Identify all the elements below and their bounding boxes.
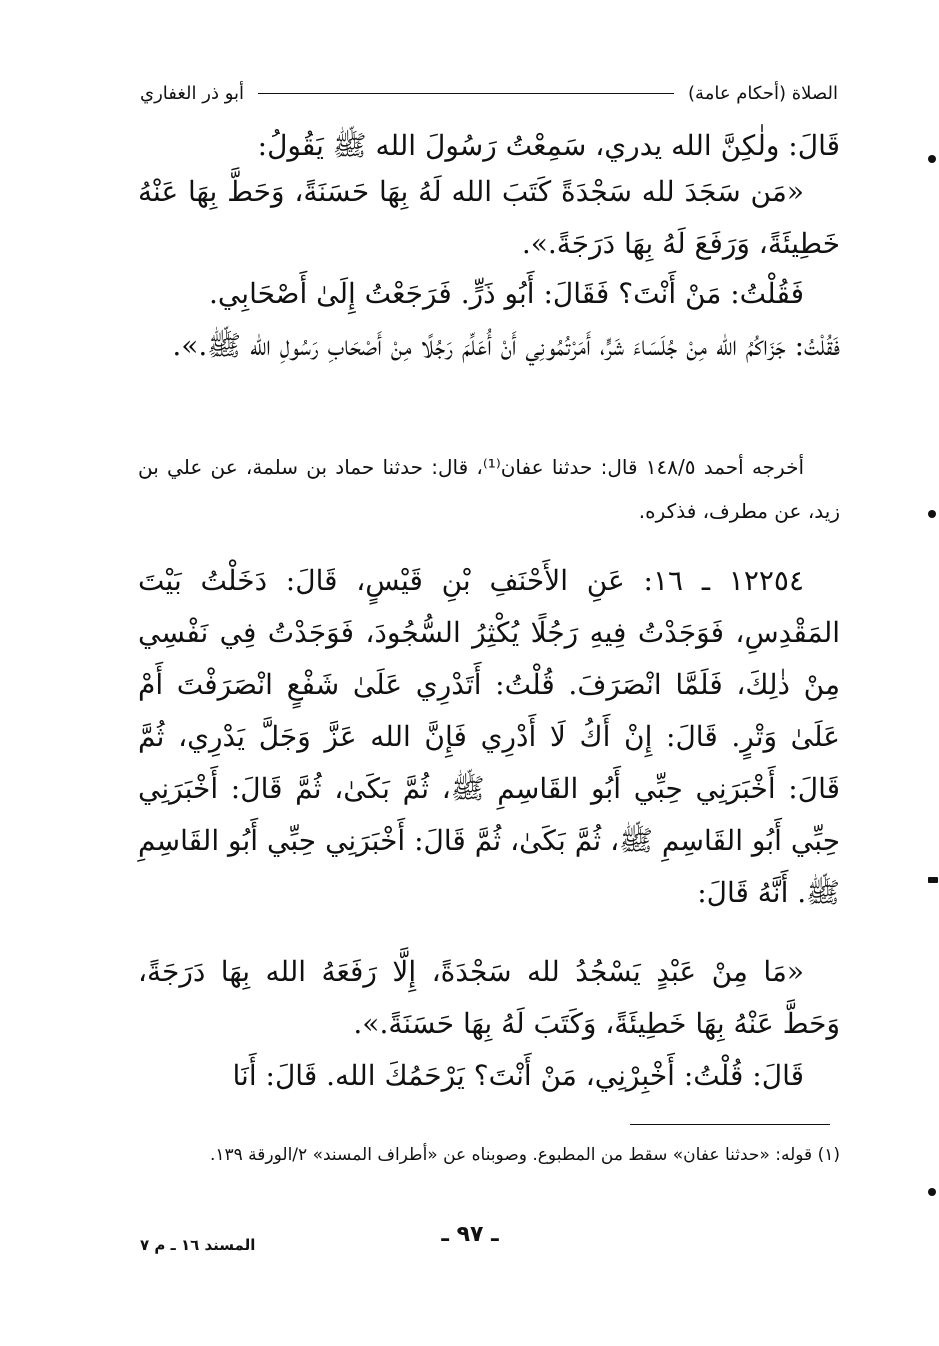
footnote-separator — [630, 1124, 830, 1125]
paragraph-hadith-quote-2: «مَا مِنْ عَبْدٍ يَسْجُدُ لله سَجْدَةً، إِلَّا رَفَعَهُ الله بِهَا دَرَجَةً، وَحَطَّ عَنْهُ بِهَا خَطِيئَةً، وَكَتَبَ لَهُ بِهَا حَسَنَةً.». — [138, 955, 840, 1040]
source-citation: أخرجه أحمد ١٤٨/٥ قال: حدثنا عفان⁽¹⁾، قال: حدثنا حماد بن سلمة، عن علي بن زيد، عن مطرف، فذكره. — [138, 455, 840, 523]
header-narrator-name: أبو ذر الغفاري — [140, 82, 245, 104]
scan-speck — [928, 1188, 936, 1196]
header-rule — [258, 93, 674, 94]
footnote-1: (١) قوله: «حدثنا عفان» سقط من المطبوع. وصوبناه عن «أطراف المسند» ٢/الورقة ١٣٩. — [209, 1145, 840, 1165]
paragraph-4: فَقُلْتُ: جَزَاكُمُ الله مِنْ جُلَسَاءَ شَرٍّ، أَمَرْتُمُونِي أَنْ أُعَلِّمَ رَجُلًا مِنْ أَصْحَابِ رَسُولِ الله ﷺ.». — [172, 329, 840, 362]
header-chapter-title: الصلاة (أحكام عامة) — [688, 82, 838, 104]
hadith-12254: ١٢٢٥٤ ـ ١٦: عَنِ الأَحْنَفِ بْنِ قَيْسٍ، قَالَ: دَخَلْتُ بَيْتَ المَقْدِسِ، فَوَجَدْتُ فِيهِ رَجُلًا يُكْثِرُ السُّجُودَ، فَوَجَدْتُ فِي نَفْسِي مِنْ ذٰلِكَ، فَلَمَّا انْصَرَفَ. قُلْتُ: أَتَدْرِي عَلَىٰ شَفْعٍ انْصَرَفْتَ أَمْ عَلَىٰ وَتْرٍ. قَالَ: إِنْ أَكُ لَا أَدْرِي فَإِنَّ الله عَزَّ وَجَلَّ يَدْرِي، ثُمَّ قَالَ: أَخْبَرَنِي حِبِّي أَبُو القَاسِمِ ﷺ، ثُمَّ بَكَىٰ، ثُمَّ قَالَ: أَخْبَرَنِي حِبِّي أَبُو القَاسِمِ ﷺ، ثُمَّ بَكَىٰ، ثُمَّ قَالَ: أَخْبَرَنِي حِبِّي أَبُو القَاسِمِ ﷺ. أَنَّهُ قَالَ: — [138, 564, 840, 909]
paragraph-7: قَالَ: قُلْتُ: أَخْبِرْنِي، مَنْ أَنْتَ؟ يَرْحَمُكَ الله. قَالَ: أَنَا — [232, 1059, 804, 1092]
page-number: ـ ٩٧ ـ — [441, 1222, 499, 1247]
running-header — [140, 78, 838, 108]
volume-signature: المسند ١٦ ـ م ٧ — [140, 1236, 256, 1254]
paragraph-3: فَقُلْتُ: مَنْ أَنْتَ؟ فَقَالَ: أَبُو ذَرٍّ. فَرَجَعْتُ إِلَىٰ أَصْحَابِي. — [209, 277, 804, 310]
scan-speck — [928, 510, 936, 518]
paragraph-1: قَالَ: ولٰكِنَّ الله يدري، سَمِعْتُ رَسُولَ الله ﷺ يَقُولُ: — [257, 129, 840, 162]
scan-speck — [928, 877, 938, 883]
paragraph-hadith-quote-1: «مَن سَجَدَ لله سَجْدَةً كَتَبَ الله لَهُ بِهَا حَسَنَةً، وَحَطَّ بِهَا عَنْهُ خَطِيئَةً، وَرَفَعَ لَهُ بِهَا دَرَجَةً.». — [138, 175, 840, 260]
scan-speck — [928, 155, 936, 163]
